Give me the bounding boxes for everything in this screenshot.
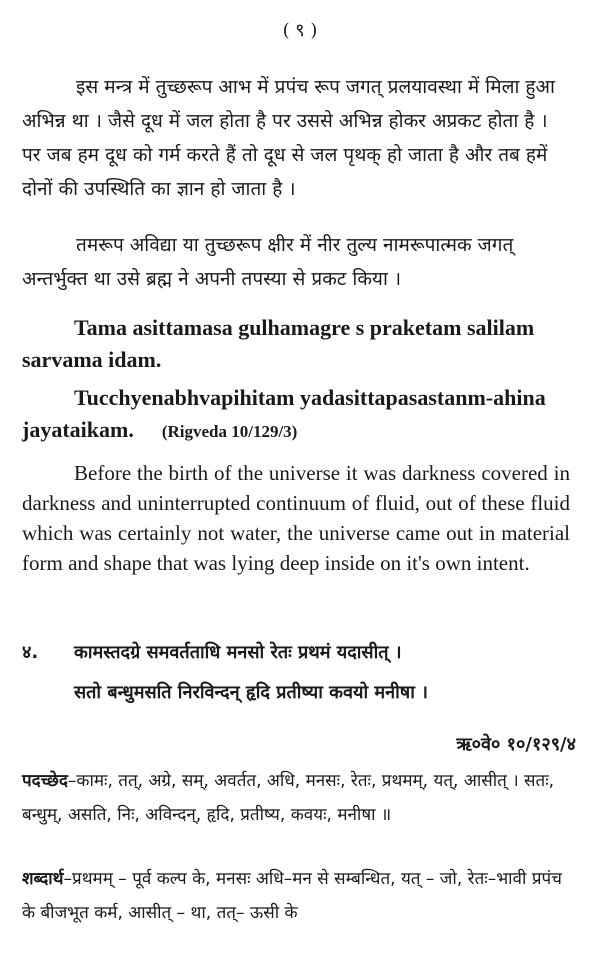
mantra-line-1 <box>22 636 582 670</box>
padachheda-section <box>22 764 574 832</box>
verse-reference: (Rigveda 10/129/3) <box>161 422 298 441</box>
english-translation: Before the birth of the universe it was darkness covered in darkness and uninterrupted continuum of fluid, out of these fluid which was certainly not water, the universe came out in material form and shape that was lying deep inside on it's own intent. <box>22 461 570 575</box>
mantra-number: ४. <box>22 642 39 663</box>
mantra-reference: ऋ०वे० १०/१२९/४ <box>456 734 576 755</box>
hindi-paragraph-2: तमरूप अविद्या या तुच्छरूप क्षीर में नीर तुल्य नामरूपात्मक जगत् अन्तर्भुक्त था उसे ब्रह्म ने अपनी तपस्या से प्रकट किया । <box>22 234 514 290</box>
shabdartha-section <box>22 862 574 930</box>
transliterated-verse-2 <box>22 382 570 448</box>
shabdartha-text: –प्रथमम् – पूर्व कल्प के, मनसः अधि–मन से सम्बन्धित, यत् – जो, रेतः–भावी प्रपंच के बीजभूत कर्म, आसीत् – था, तत्– ऊसी के <box>22 869 562 923</box>
padachheda-text: –कामः, तत्, अग्रे, सम्, अवर्तत, अधि, मनसः, रेतः, प्रथमम्, यत्, आसीत् । सतः, बन्धुम्, असति, निः, अविन्दन्, हृदि, प्रतीष्य, कवयः, मनीषा ॥ <box>22 771 555 825</box>
page-number: ( ९ ) <box>282 20 318 41</box>
transliterated-verse-1: Tama asittamasa gulhamagre s praketam salilam sarvama idam. <box>22 315 535 372</box>
verse-2-text: Tucchyenabhvapihitam yadasittapasastanm-ahina jayataikam. <box>22 385 546 442</box>
mantra-line-2: सतो बन्धुमसति निरविन्दन् हृदि प्रतीष्या कवयो मनीषा । <box>74 682 428 703</box>
hindi-paragraph-1: इस मन्त्र में तुच्छरूप आभ में प्रपंच रूप जगत् प्रलयावस्था में मिला हुआ अभिन्न था । जैसे दूध में जल होता है पर उससे अभिन्न होकर अप्रकट होता है । पर जब हम दूध को गर्म करते हैं तो दूध से जल पृथक् हो जाता है और तब हमें दोनों की उपस्थिति का ज्ञान हो जाता है । <box>22 76 555 200</box>
shabdartha-label: शब्दार्थ <box>22 869 64 889</box>
padachheda-label: पदच्छेद <box>22 771 68 791</box>
mantra-line-1-text: कामस्तदग्रे समवर्तताधि मनसो रेतः प्रथमं यदासीत् । <box>74 642 402 663</box>
